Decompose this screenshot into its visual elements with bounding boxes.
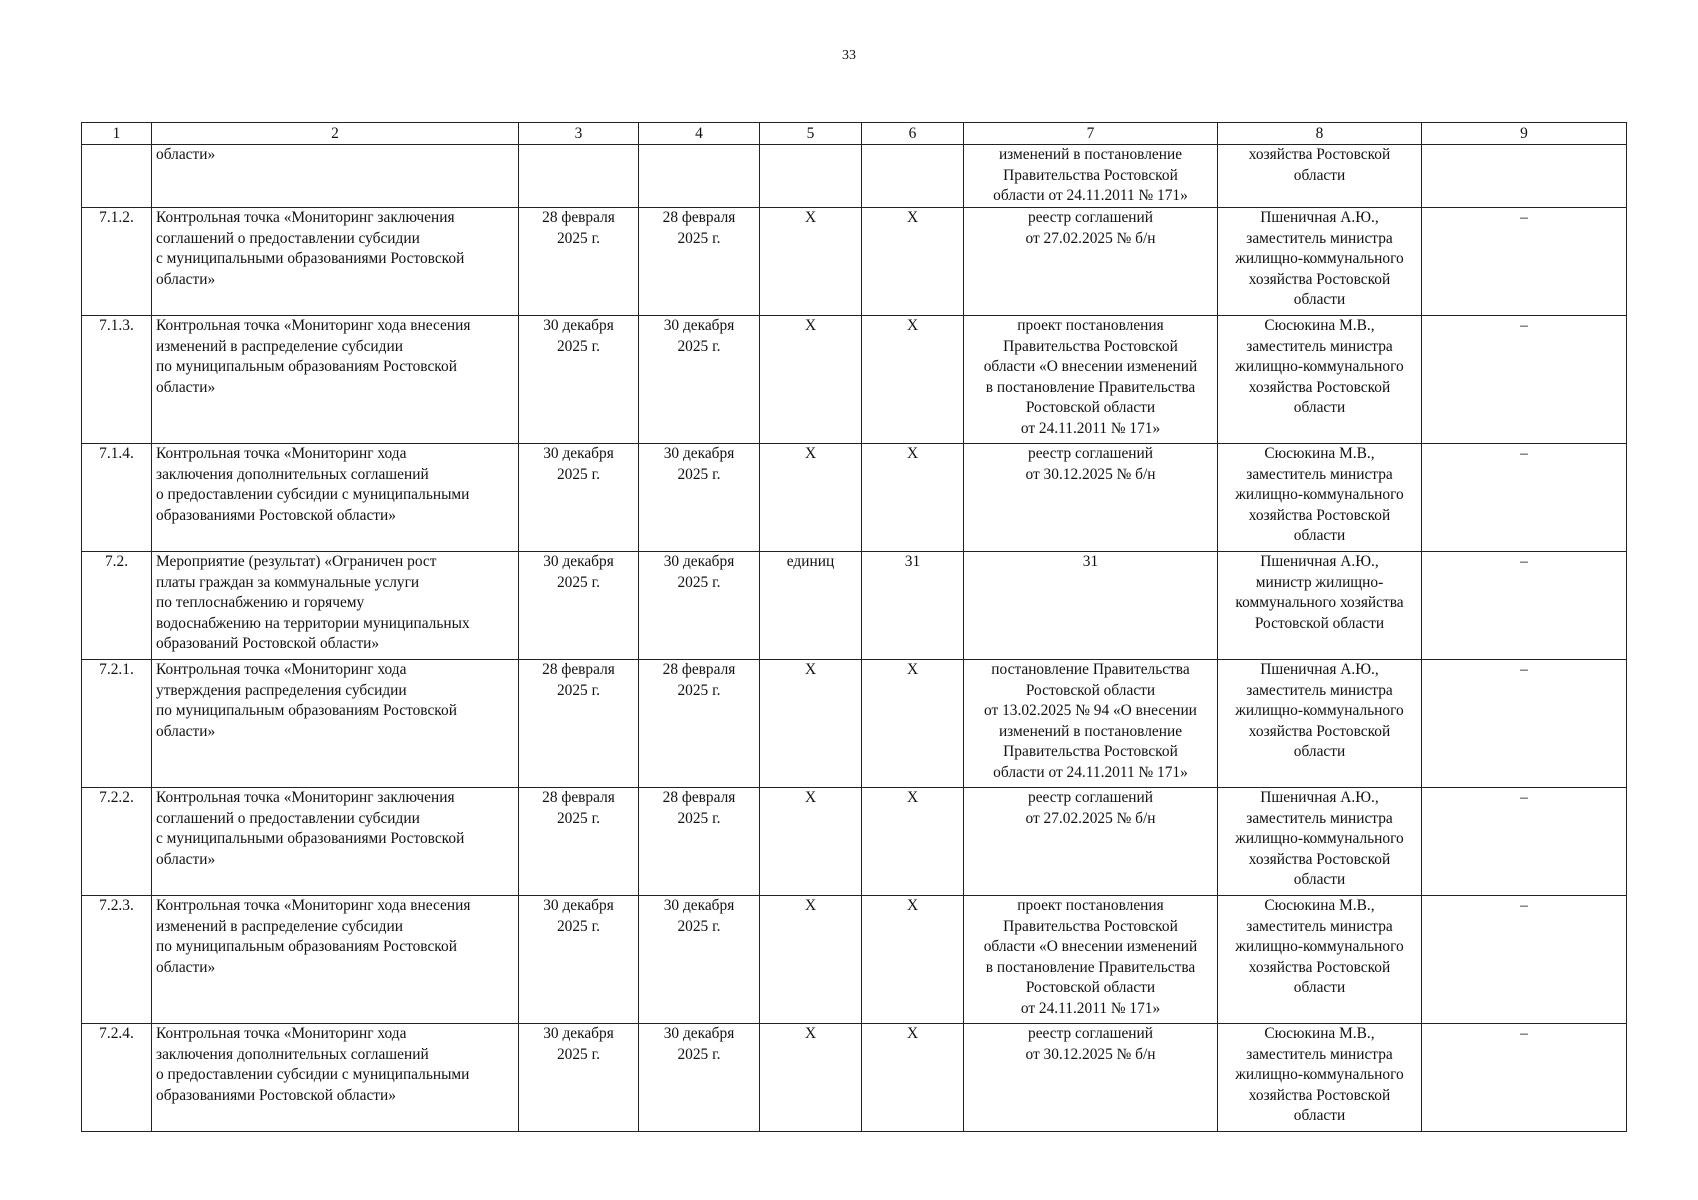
table-row — [82, 1024, 1627, 1132]
cell-name: области» — [152, 145, 519, 208]
cell-name: Контрольная точка «Мониторинг хода внесения изменений в распределение субсидии по муниципальным образованиям Ростовской области» — [152, 316, 519, 444]
table-row — [82, 208, 1627, 316]
cell-end-date: 28 февраля 2025 г. — [639, 788, 760, 896]
cell-value: Х — [862, 316, 964, 444]
cell-responsible: Пшеничная А.Ю., заместитель министра жилищно-коммунального хозяйства Ростовской области — [1218, 208, 1422, 316]
cell-responsible: Пшеничная А.Ю., заместитель министра жилищно-коммунального хозяйства Ростовской области — [1218, 660, 1422, 788]
table-row — [82, 145, 1627, 208]
cell-name: Контрольная точка «Мониторинг хода заключения дополнительных соглашений о предоставлении субсидии с муниципальными образованиями Ростовской области» — [152, 1024, 519, 1132]
table-row — [82, 444, 1627, 552]
cell-end-date: 28 февраля 2025 г. — [639, 660, 760, 788]
table-row — [82, 788, 1627, 896]
cell-name: Контрольная точка «Мониторинг заключения соглашений о предоставлении субсидии с муниципальными образованиями Ростовской области» — [152, 208, 519, 316]
cell-note: – — [1422, 660, 1627, 788]
plan-table — [81, 122, 1627, 1132]
cell-number: 7.1.4. — [82, 444, 152, 552]
cell-end-date: 30 декабря 2025 г. — [639, 896, 760, 1024]
cell-document: реестр соглашений от 30.12.2025 № б/н — [964, 444, 1218, 552]
cell-end-date: 30 декабря 2025 г. — [639, 552, 760, 660]
cell-responsible: Сюсюкина М.В., заместитель министра жилищно-коммунального хозяйства Ростовской области — [1218, 1024, 1422, 1132]
cell-start-date: 30 декабря 2025 г. — [519, 316, 639, 444]
header-col-3: 3 — [519, 123, 639, 145]
cell-name: Контрольная точка «Мониторинг хода утверждения распределения субсидии по муниципальным образованиям Ростовской области» — [152, 660, 519, 788]
cell-name: Мероприятие (результат) «Ограничен рост платы граждан за коммунальные услуги по теплоснабжению и горячему водоснабжению на территории муниципальных образований Ростовской области» — [152, 552, 519, 660]
cell-responsible: Пшеничная А.Ю., заместитель министра жилищно-коммунального хозяйства Ростовской области — [1218, 788, 1422, 896]
cell-number — [82, 145, 152, 208]
cell-note: – — [1422, 316, 1627, 444]
cell-start-date: 30 декабря 2025 г. — [519, 552, 639, 660]
cell-note: – — [1422, 208, 1627, 316]
cell-value: 31 — [862, 552, 964, 660]
cell-note: – — [1422, 896, 1627, 1024]
cell-unit: Х — [760, 788, 862, 896]
cell-unit: единиц — [760, 552, 862, 660]
header-col-6: 6 — [862, 123, 964, 145]
cell-document: реестр соглашений от 30.12.2025 № б/н — [964, 1024, 1218, 1132]
cell-value: Х — [862, 788, 964, 896]
table-body — [82, 145, 1627, 1132]
cell-responsible: Сюсюкина М.В., заместитель министра жилищно-коммунального хозяйства Ростовской области — [1218, 896, 1422, 1024]
cell-document: изменений в постановление Правительства Ростовской области от 24.11.2011 № 171» — [964, 145, 1218, 208]
cell-number: 7.2.3. — [82, 896, 152, 1024]
cell-value: Х — [862, 660, 964, 788]
cell-unit: Х — [760, 660, 862, 788]
cell-unit: Х — [760, 316, 862, 444]
cell-value: Х — [862, 896, 964, 1024]
cell-end-date: 30 декабря 2025 г. — [639, 316, 760, 444]
cell-number: 7.1.2. — [82, 208, 152, 316]
cell-number: 7.2.2. — [82, 788, 152, 896]
header-col-4: 4 — [639, 123, 760, 145]
table-row — [82, 316, 1627, 444]
cell-document: постановление Правительства Ростовской области от 13.02.2025 № 94 «О внесении изменений в постановление Правительства Ростовской области от 24.11.2011 № 171» — [964, 660, 1218, 788]
cell-unit: Х — [760, 1024, 862, 1132]
cell-number: 7.2.4. — [82, 1024, 152, 1132]
cell-document: реестр соглашений от 27.02.2025 № б/н — [964, 208, 1218, 316]
cell-start-date: 28 февраля 2025 г. — [519, 660, 639, 788]
cell-unit: Х — [760, 208, 862, 316]
cell-end-date: 30 декабря 2025 г. — [639, 444, 760, 552]
cell-start-date — [519, 145, 639, 208]
cell-value: Х — [862, 444, 964, 552]
cell-number: 7.2.1. — [82, 660, 152, 788]
cell-responsible: хозяйства Ростовской области — [1218, 145, 1422, 208]
header-col-5: 5 — [760, 123, 862, 145]
table-row — [82, 896, 1627, 1024]
cell-value — [862, 145, 964, 208]
cell-name: Контрольная точка «Мониторинг хода заключения дополнительных соглашений о предоставлении субсидии с муниципальными образованиями Ростовской области» — [152, 444, 519, 552]
header-row — [82, 123, 1627, 145]
cell-responsible: Пшеничная А.Ю., министр жилищно- коммунального хозяйства Ростовской области — [1218, 552, 1422, 660]
cell-number: 7.2. — [82, 552, 152, 660]
cell-document: проект постановления Правительства Ростовской области «О внесении изменений в постановление Правительства Ростовской области от 24.11.2011 № 171» — [964, 896, 1218, 1024]
cell-responsible: Сюсюкина М.В., заместитель министра жилищно-коммунального хозяйства Ростовской области — [1218, 316, 1422, 444]
header-col-9: 9 — [1422, 123, 1627, 145]
cell-document: реестр соглашений от 27.02.2025 № б/н — [964, 788, 1218, 896]
cell-note: – — [1422, 1024, 1627, 1132]
cell-number: 7.1.3. — [82, 316, 152, 444]
cell-unit — [760, 145, 862, 208]
cell-responsible: Сюсюкина М.В., заместитель министра жилищно-коммунального хозяйства Ростовской области — [1218, 444, 1422, 552]
header-col-7: 7 — [964, 123, 1218, 145]
cell-start-date: 30 декабря 2025 г. — [519, 1024, 639, 1132]
cell-unit: Х — [760, 896, 862, 1024]
cell-unit: Х — [760, 444, 862, 552]
cell-name: Контрольная точка «Мониторинг хода внесения изменений в распределение субсидии по муниципальным образованиям Ростовской области» — [152, 896, 519, 1024]
cell-note: – — [1422, 788, 1627, 896]
cell-end-date: 30 декабря 2025 г. — [639, 1024, 760, 1132]
cell-note — [1422, 145, 1627, 208]
header-col-8: 8 — [1218, 123, 1422, 145]
cell-start-date: 30 декабря 2025 г. — [519, 896, 639, 1024]
cell-note: – — [1422, 552, 1627, 660]
table-header — [82, 123, 1627, 145]
header-col-2: 2 — [152, 123, 519, 145]
cell-end-date: 28 февраля 2025 г. — [639, 208, 760, 316]
cell-start-date: 30 декабря 2025 г. — [519, 444, 639, 552]
cell-value: Х — [862, 208, 964, 316]
cell-end-date — [639, 145, 760, 208]
cell-value: Х — [862, 1024, 964, 1132]
table-row — [82, 552, 1627, 660]
cell-document: проект постановления Правительства Ростовской области «О внесении изменений в постановление Правительства Ростовской области от 24.11.2011 № 171» — [964, 316, 1218, 444]
table-row — [82, 660, 1627, 788]
cell-start-date: 28 февраля 2025 г. — [519, 208, 639, 316]
cell-start-date: 28 февраля 2025 г. — [519, 788, 639, 896]
cell-document: 31 — [964, 552, 1218, 660]
cell-name: Контрольная точка «Мониторинг заключения соглашений о предоставлении субсидии с муниципальными образованиями Ростовской области» — [152, 788, 519, 896]
header-col-1: 1 — [82, 123, 152, 145]
cell-note: – — [1422, 444, 1627, 552]
page-number: 33 — [842, 48, 856, 63]
